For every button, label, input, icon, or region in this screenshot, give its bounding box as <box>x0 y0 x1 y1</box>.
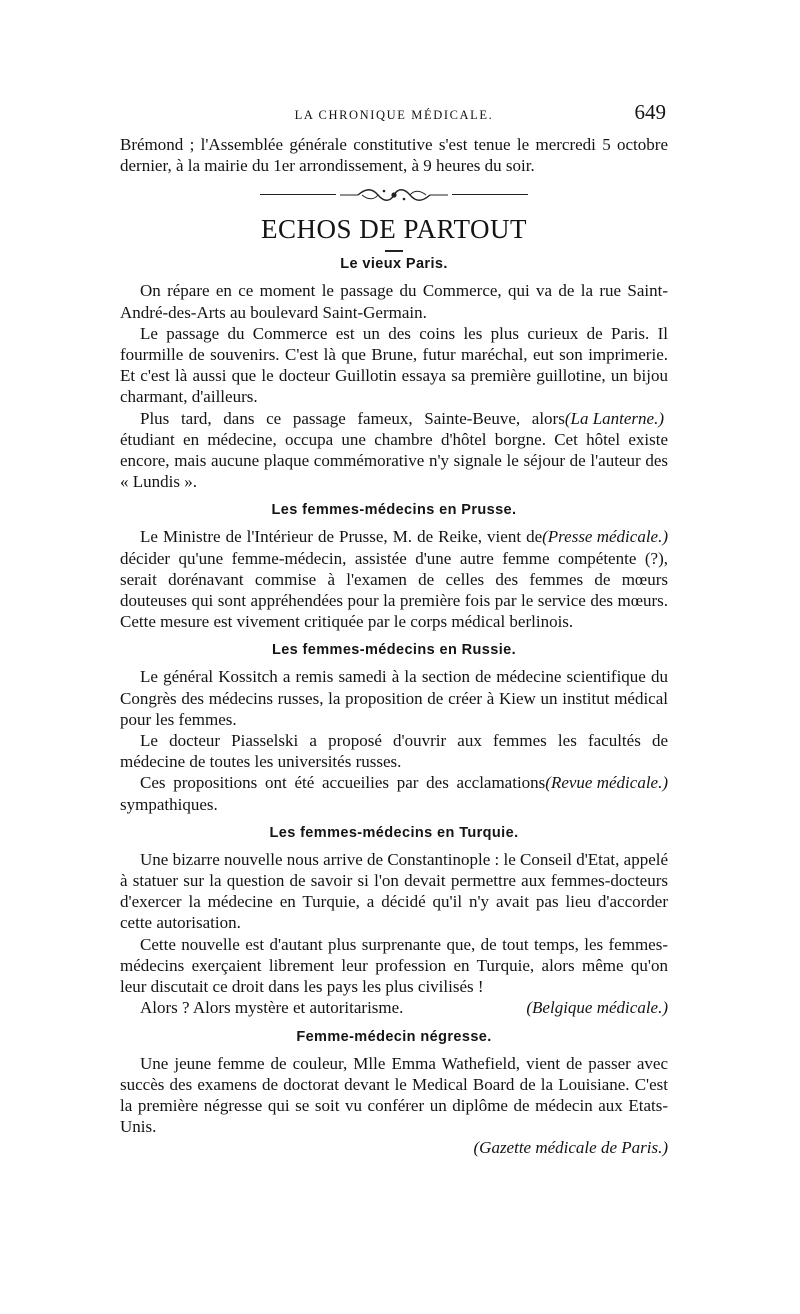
paragraph-text: Ces propositions ont été accueilies par des acclamations sympathiques. <box>120 773 546 814</box>
source-line <box>120 1137 668 1158</box>
source-citation: (Gazette médicale de Paris.) <box>473 1138 668 1158</box>
section-paragraph <box>120 772 668 814</box>
section-title-prusse: Les femmes-médecins en Prusse. <box>271 502 517 519</box>
paragraph-text: Plus tard, dans ce passage fameux, Sainte-Beuve, alors étudiant en médecine, occupa une chambre d'hôtel borgne. Cet hôtel existe encore, mais aucune plaque commémorative n'y signale le séjour de l'auteur des « Lundis ». <box>120 408 668 492</box>
section-paragraph: Cette nouvelle est d'autant plus surprenante que, de tout temps, les femmes-médecins exerçaient librement leur profession en Turquie, alors même qu'on leur discutait ce droit dans les pays les plus civilisés ! <box>120 934 668 997</box>
source-citation: (Presse médicale.) <box>542 527 668 547</box>
source-citation: (Belgique médicale.) <box>526 998 668 1018</box>
section-title-negresse: Femme-médecin négresse. <box>296 1028 492 1045</box>
page-number: 649 <box>634 100 666 124</box>
section-paragraph: Le général Kossitch a remis samedi à la section de médecine scientifique du Congrès des médecins russes, la proposition de créer à Kiew un institut médical pour les femmes. <box>120 667 668 729</box>
document-page <box>120 100 668 1159</box>
source-citation: (Revue médicale.) <box>545 773 668 793</box>
section-paragraph <box>120 997 668 1018</box>
flourish-ornament-icon <box>338 185 450 205</box>
section-paragraph: Le passage du Commerce est un des coins les plus curieux de Paris. Il fourmille de souvenirs. C'est là que Brune, futur maréchal, eut son imprimerie. Et c'est là aussi que le docteur Guillotin essaya sa première guillotine, un bijou charmant, d'ailleurs. <box>120 323 668 407</box>
section-title-vieux-paris: Le vieux Paris. <box>340 256 448 273</box>
paragraph-text: Alors ? Alors mystère et autoritarisme. <box>140 998 404 1018</box>
section-paragraph: Le docteur Piasselski a proposé d'ouvrir aux femmes les facultés de médecine de toutes les universités russes. <box>120 731 668 772</box>
section-title-turquie: Les femmes-médecins en Turquie. <box>269 824 519 841</box>
title-underline <box>385 250 403 252</box>
section-paragraph <box>120 526 668 632</box>
ornamental-divider <box>120 183 668 207</box>
main-title: ECHOS DE PARTOUT <box>261 214 527 245</box>
page-header <box>120 100 668 134</box>
section-paragraph: On répare en ce moment le passage du Commerce, qui va de la rue Saint-André-des-Arts au boulevard Saint-Germain. <box>120 281 668 322</box>
section-paragraph <box>120 408 668 493</box>
divider-rule-right <box>452 194 528 195</box>
source-citation: (La Lanterne.) <box>564 408 664 428</box>
section-paragraph: Une jeune femme de couleur, Mlle Emma Wathefield, vient de passer avec succès des examens de doctorat devant le Medical Board de la Louisiane. C'est la première négresse qui se soit vu conférer un diplôme de médecin aux Etats-Unis. <box>120 1053 668 1137</box>
divider-rule-left <box>260 194 336 195</box>
intro-paragraph: Brémond ; l'Assemblée générale constitutive s'est tenue le mercredi 5 octobre dernier, à la mairie du 1er arrondissement, à 9 heures du soir. <box>120 135 668 176</box>
running-title: LA CHRONIQUE MÉDICALE. <box>294 108 494 122</box>
paragraph-text: Le Ministre de l'Intérieur de Prusse, M. de Reike, vient de décider qu'une femme-médecin, assistée d'une autre femme compétente (?), serait dorénavant commise à l'examen de celles des femmes de mœurs douteuses qui sont appréhendées pour la première fois par le service des mœurs. Cette mesure est vivement critiquée par le corps médical berlinois. <box>120 527 668 632</box>
section-paragraph: Une bizarre nouvelle nous arrive de Constantinople : le Conseil d'Etat, appelé à statuer sur la question de savoir si l'on devait permettre aux femmes-docteurs d'exercer la médecine en Turquie, a décidé qu'il n'y avait pas lieu d'accorder cette autorisation. <box>120 849 669 933</box>
section-title-russie: Les femmes-médecins en Russie. <box>271 642 517 659</box>
